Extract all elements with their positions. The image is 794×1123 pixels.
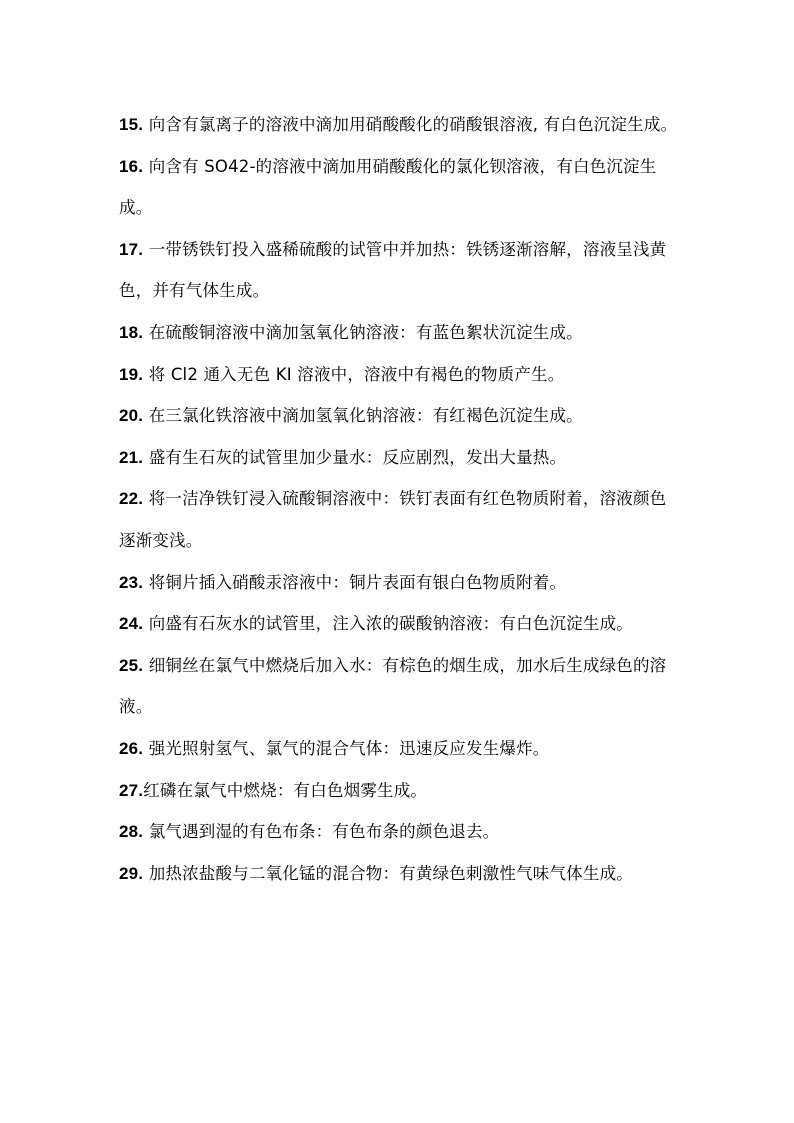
item-text: 将一洁净铁钉浸入硫酸铜溶液中：铁钉表面有红色物质附着，溶液颜色逐渐变浅。	[119, 489, 667, 550]
item-text: 向含有 SO42-的溶液中滴加用硝酸酸化的氯化钡溶液，有白色沉淀生成。	[119, 156, 657, 218]
list-item-25	[119, 645, 679, 728]
item-text: 一带锈铁钉投入盛稀硫酸的试管中并加热：铁锈逐渐溶解，溶液呈浅黄色，并有气体生成。	[119, 239, 667, 301]
item-number: 20.	[119, 406, 144, 426]
item-number: 15.	[119, 115, 144, 134]
item-number: 28.	[119, 822, 144, 842]
list-item-26	[119, 728, 679, 770]
list-item-22	[119, 478, 679, 561]
item-number: 17.	[119, 239, 144, 259]
item-number: 22.	[119, 489, 144, 509]
item-text: 加热浓盐酸与二氧化锰的混合物：有黄绿色刺激性气味气体生成。	[148, 863, 633, 883]
item-text: 向含有氯离子的溶液中滴加用硝酸酸化的硝酸银溶液, 有白色沉淀生成。	[148, 115, 678, 134]
item-number: 18.	[119, 322, 144, 342]
item-text: 将铜片插入硝酸汞溶液中：铜片表面有银白色物质附着。	[148, 572, 567, 592]
item-text: 红磷在氯气中燃烧：有白色烟雾生成。	[143, 780, 428, 800]
item-text: 将 Cl2 通入无色 KI 溶液中，溶液中有褐色的物质产生。	[148, 364, 565, 384]
list-item-28	[119, 811, 679, 853]
item-number: 24.	[119, 614, 144, 634]
item-text: 细铜丝在氯气中燃烧后加入水：有棕色的烟生成，加水后生成绿色的溶液。	[119, 655, 667, 717]
item-text: 强光照射氢气、氯气的混合气体：迅速反应发生爆炸。	[148, 738, 550, 758]
item-number: 27.	[119, 780, 144, 800]
item-number: 21.	[119, 447, 144, 467]
list-item-15	[119, 104, 679, 146]
item-text: 在硫酸铜溶液中滴加氢氧化钠溶液：有蓝色絮状沉淀生成。	[148, 322, 583, 342]
list-item-24	[119, 603, 679, 645]
list-item-16	[119, 146, 679, 229]
item-number: 25.	[119, 655, 144, 675]
list-item-23	[119, 562, 679, 604]
item-number: 16.	[119, 156, 144, 176]
experiment-list	[119, 104, 679, 894]
item-number: 19.	[119, 364, 144, 384]
item-number: 26.	[119, 738, 144, 758]
item-number: 29.	[119, 863, 144, 883]
item-text: 盛有生石灰的试管里加少量水：反应剧烈，发出大量热。	[148, 447, 567, 467]
item-number: 23.	[119, 572, 144, 592]
list-item-17	[119, 229, 679, 312]
list-item-29	[119, 853, 679, 895]
list-item-21	[119, 437, 679, 479]
list-item-19	[119, 354, 679, 396]
list-item-27	[119, 770, 679, 812]
item-text: 向盛有石灰水的试管里，注入浓的碳酸钠溶液：有白色沉淀生成。	[148, 614, 633, 634]
item-text: 在三氯化铁溶液中滴加氢氧化钠溶液：有红褐色沉淀生成。	[148, 406, 583, 426]
item-text: 氯气遇到湿的有色布条：有色布条的颜色退去。	[148, 822, 500, 842]
list-item-18	[119, 312, 679, 354]
list-item-20	[119, 395, 679, 437]
